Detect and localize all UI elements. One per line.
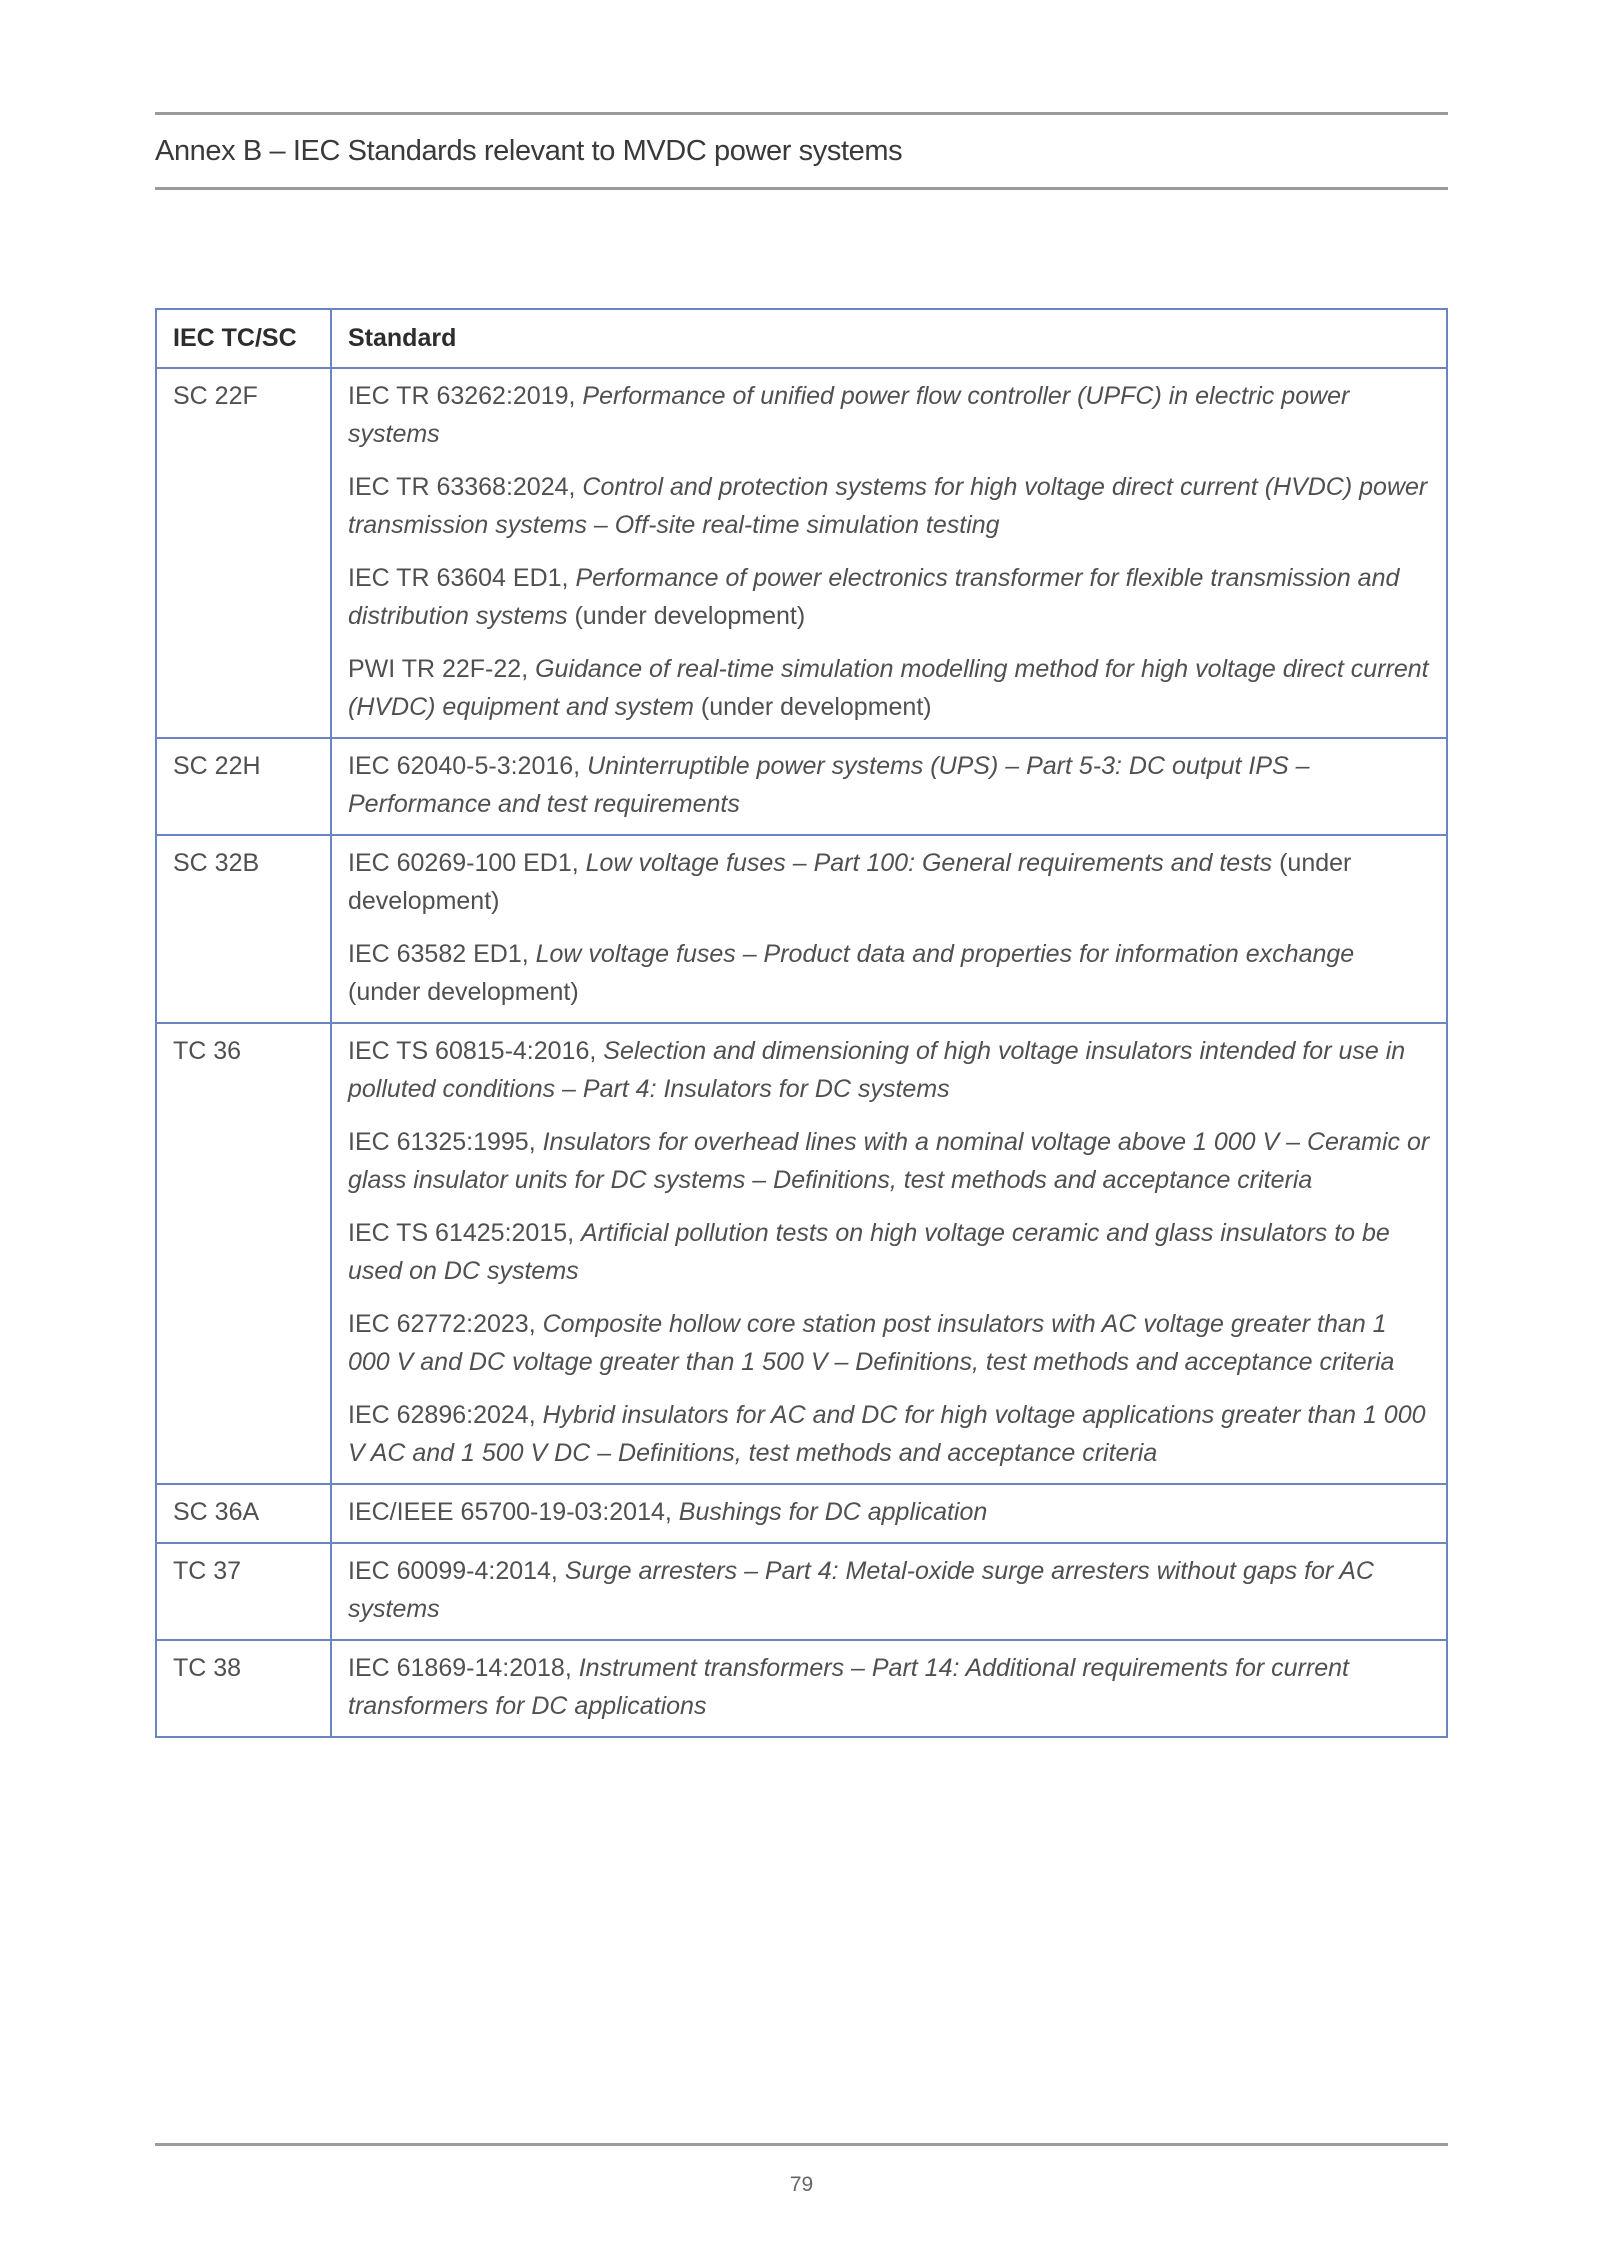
standard-title: Performance of unified power flow controller (UPFC) in electric power systems	[348, 382, 1350, 448]
standard-ref: IEC 61325:1995,	[348, 1128, 536, 1156]
standard-ref: IEC TR 63604 ED1,	[348, 564, 569, 592]
standard-entry	[348, 935, 1430, 1011]
standard-entry	[348, 650, 1430, 726]
standard-entry	[348, 747, 1430, 823]
standard-entry	[348, 1214, 1430, 1290]
tc-cell	[156, 738, 331, 835]
footer-rule	[155, 2143, 1448, 2146]
tc-label: TC 38	[173, 1654, 242, 1682]
standard-title: Uninterruptible power systems (UPS) – Part 5-3: DC output IPS – Performance and test requirements	[348, 752, 1310, 818]
standard-ref: IEC TS 61425:2015,	[348, 1219, 575, 1247]
standard-ref: IEC 62772:2023,	[348, 1310, 536, 1338]
standard-entry	[348, 559, 1430, 635]
page-title: Annex B – IEC Standards relevant to MVDC power systems	[155, 135, 903, 167]
standard-entry	[348, 844, 1430, 920]
table-row	[156, 1484, 1447, 1543]
standard-title: Hybrid insulators for AC and DC for high voltage applications greater than 1 000 V AC and 1 500 V DC – Definitions, test methods and acceptance criteria	[348, 1401, 1426, 1467]
standard-title: Guidance of real-time simulation modelling method for high voltage direct current (HVDC) equipment and system	[348, 655, 1429, 721]
standard-ref: IEC 60099-4:2014,	[348, 1557, 558, 1585]
tc-label: TC 36	[173, 1037, 242, 1065]
table-row	[156, 738, 1447, 835]
standard-cell	[331, 835, 1447, 1023]
standard-ref: IEC 62896:2024,	[348, 1401, 536, 1429]
standard-cell	[331, 368, 1447, 738]
tc-label: SC 22F	[173, 382, 258, 410]
tc-cell	[156, 835, 331, 1023]
standard-title: Surge arresters – Part 4: Metal-oxide surge arresters without gaps for AC systems	[348, 1557, 1374, 1623]
header-rule-bottom	[155, 187, 1448, 190]
table-header-row	[156, 309, 1447, 368]
tc-cell	[156, 1543, 331, 1640]
standard-entry	[348, 1123, 1430, 1199]
tc-label: TC 37	[173, 1557, 242, 1585]
table-row	[156, 835, 1447, 1023]
standard-cell	[331, 1640, 1447, 1737]
header-rule-top	[155, 112, 1448, 115]
standard-entry	[348, 1305, 1430, 1381]
standard-title: Artificial pollution tests on high voltage ceramic and glass insulators to be used on DC systems	[348, 1219, 1390, 1285]
standard-cell	[331, 1543, 1447, 1640]
standard-title: Selection and dimensioning of high voltage insulators intended for use in polluted conditions – Part 4: Insulators for DC systems	[348, 1037, 1406, 1103]
standard-note: (under development)	[348, 849, 1352, 915]
tc-label: SC 22H	[173, 752, 261, 780]
table-row	[156, 368, 1447, 738]
standard-ref: IEC 63582 ED1,	[348, 940, 529, 968]
standards-table-container	[155, 308, 1448, 1738]
table-row	[156, 1543, 1447, 1640]
table-row	[156, 1023, 1447, 1484]
standard-title: Composite hollow core station post insulators with AC voltage greater than 1 000 V and DC voltage greater than 1 500 V – Definitions, test methods and acceptance criteria	[348, 1310, 1395, 1376]
column-header-standard: Standard	[331, 309, 1447, 368]
standard-cell	[331, 1484, 1447, 1543]
standard-cell	[331, 1023, 1447, 1484]
standard-title: Low voltage fuses – Part 100: General requirements and tests	[585, 849, 1273, 877]
standard-ref: IEC TR 63262:2019,	[348, 382, 576, 410]
table-header	[156, 309, 1447, 368]
tc-cell	[156, 1484, 331, 1543]
standard-title: Instrument transformers – Part 14: Additional requirements for current transformers for DC applications	[348, 1654, 1349, 1720]
column-header-iec-tcsc: IEC TC/SC	[156, 309, 331, 368]
standard-entry	[348, 1649, 1430, 1725]
standard-title: Insulators for overhead lines with a nominal voltage above 1 000 V – Ceramic or glass insulator units for DC systems – Definitions, test methods and acceptance criteria	[348, 1128, 1430, 1194]
standard-entry	[348, 1396, 1430, 1472]
standard-ref: IEC/IEEE 65700-19-03:2014,	[348, 1498, 672, 1526]
tc-label: SC 36A	[173, 1498, 260, 1526]
standard-note: (under development)	[574, 602, 806, 630]
standard-title: Performance of power electronics transformer for flexible transmission and distribution systems	[348, 564, 1400, 630]
standard-title: Control and protection systems for high voltage direct current (HVDC) power transmission systems – Off-site real-time simulation testing	[348, 473, 1428, 539]
tc-cell	[156, 368, 331, 738]
standard-entry	[348, 377, 1430, 453]
standard-title: Low voltage fuses – Product data and properties for information exchange	[535, 940, 1355, 968]
standard-title: Bushings for DC application	[678, 1498, 988, 1526]
tc-cell	[156, 1640, 331, 1737]
standard-note: (under development)	[348, 978, 579, 1006]
table-row	[156, 1640, 1447, 1737]
standard-ref: PWI TR 22F-22,	[348, 655, 529, 683]
standard-ref: IEC 62040-5-3:2016,	[348, 752, 581, 780]
page-number: 79	[789, 2173, 814, 2196]
standard-note: (under development)	[700, 693, 932, 721]
standard-cell	[331, 738, 1447, 835]
tc-cell	[156, 1023, 331, 1484]
table-body	[156, 368, 1447, 1737]
standard-ref: IEC TR 63368:2024,	[348, 473, 576, 501]
standard-ref: IEC 61869-14:2018,	[348, 1654, 572, 1682]
tc-label: SC 32B	[173, 849, 260, 877]
standard-entry	[348, 1552, 1430, 1628]
standards-table	[155, 308, 1448, 1738]
standard-ref: IEC 60269-100 ED1,	[348, 849, 579, 877]
standard-entry	[348, 1493, 1430, 1531]
standard-entry	[348, 468, 1430, 544]
standard-ref: IEC TS 60815-4:2016,	[348, 1037, 597, 1065]
standard-entry	[348, 1032, 1430, 1108]
